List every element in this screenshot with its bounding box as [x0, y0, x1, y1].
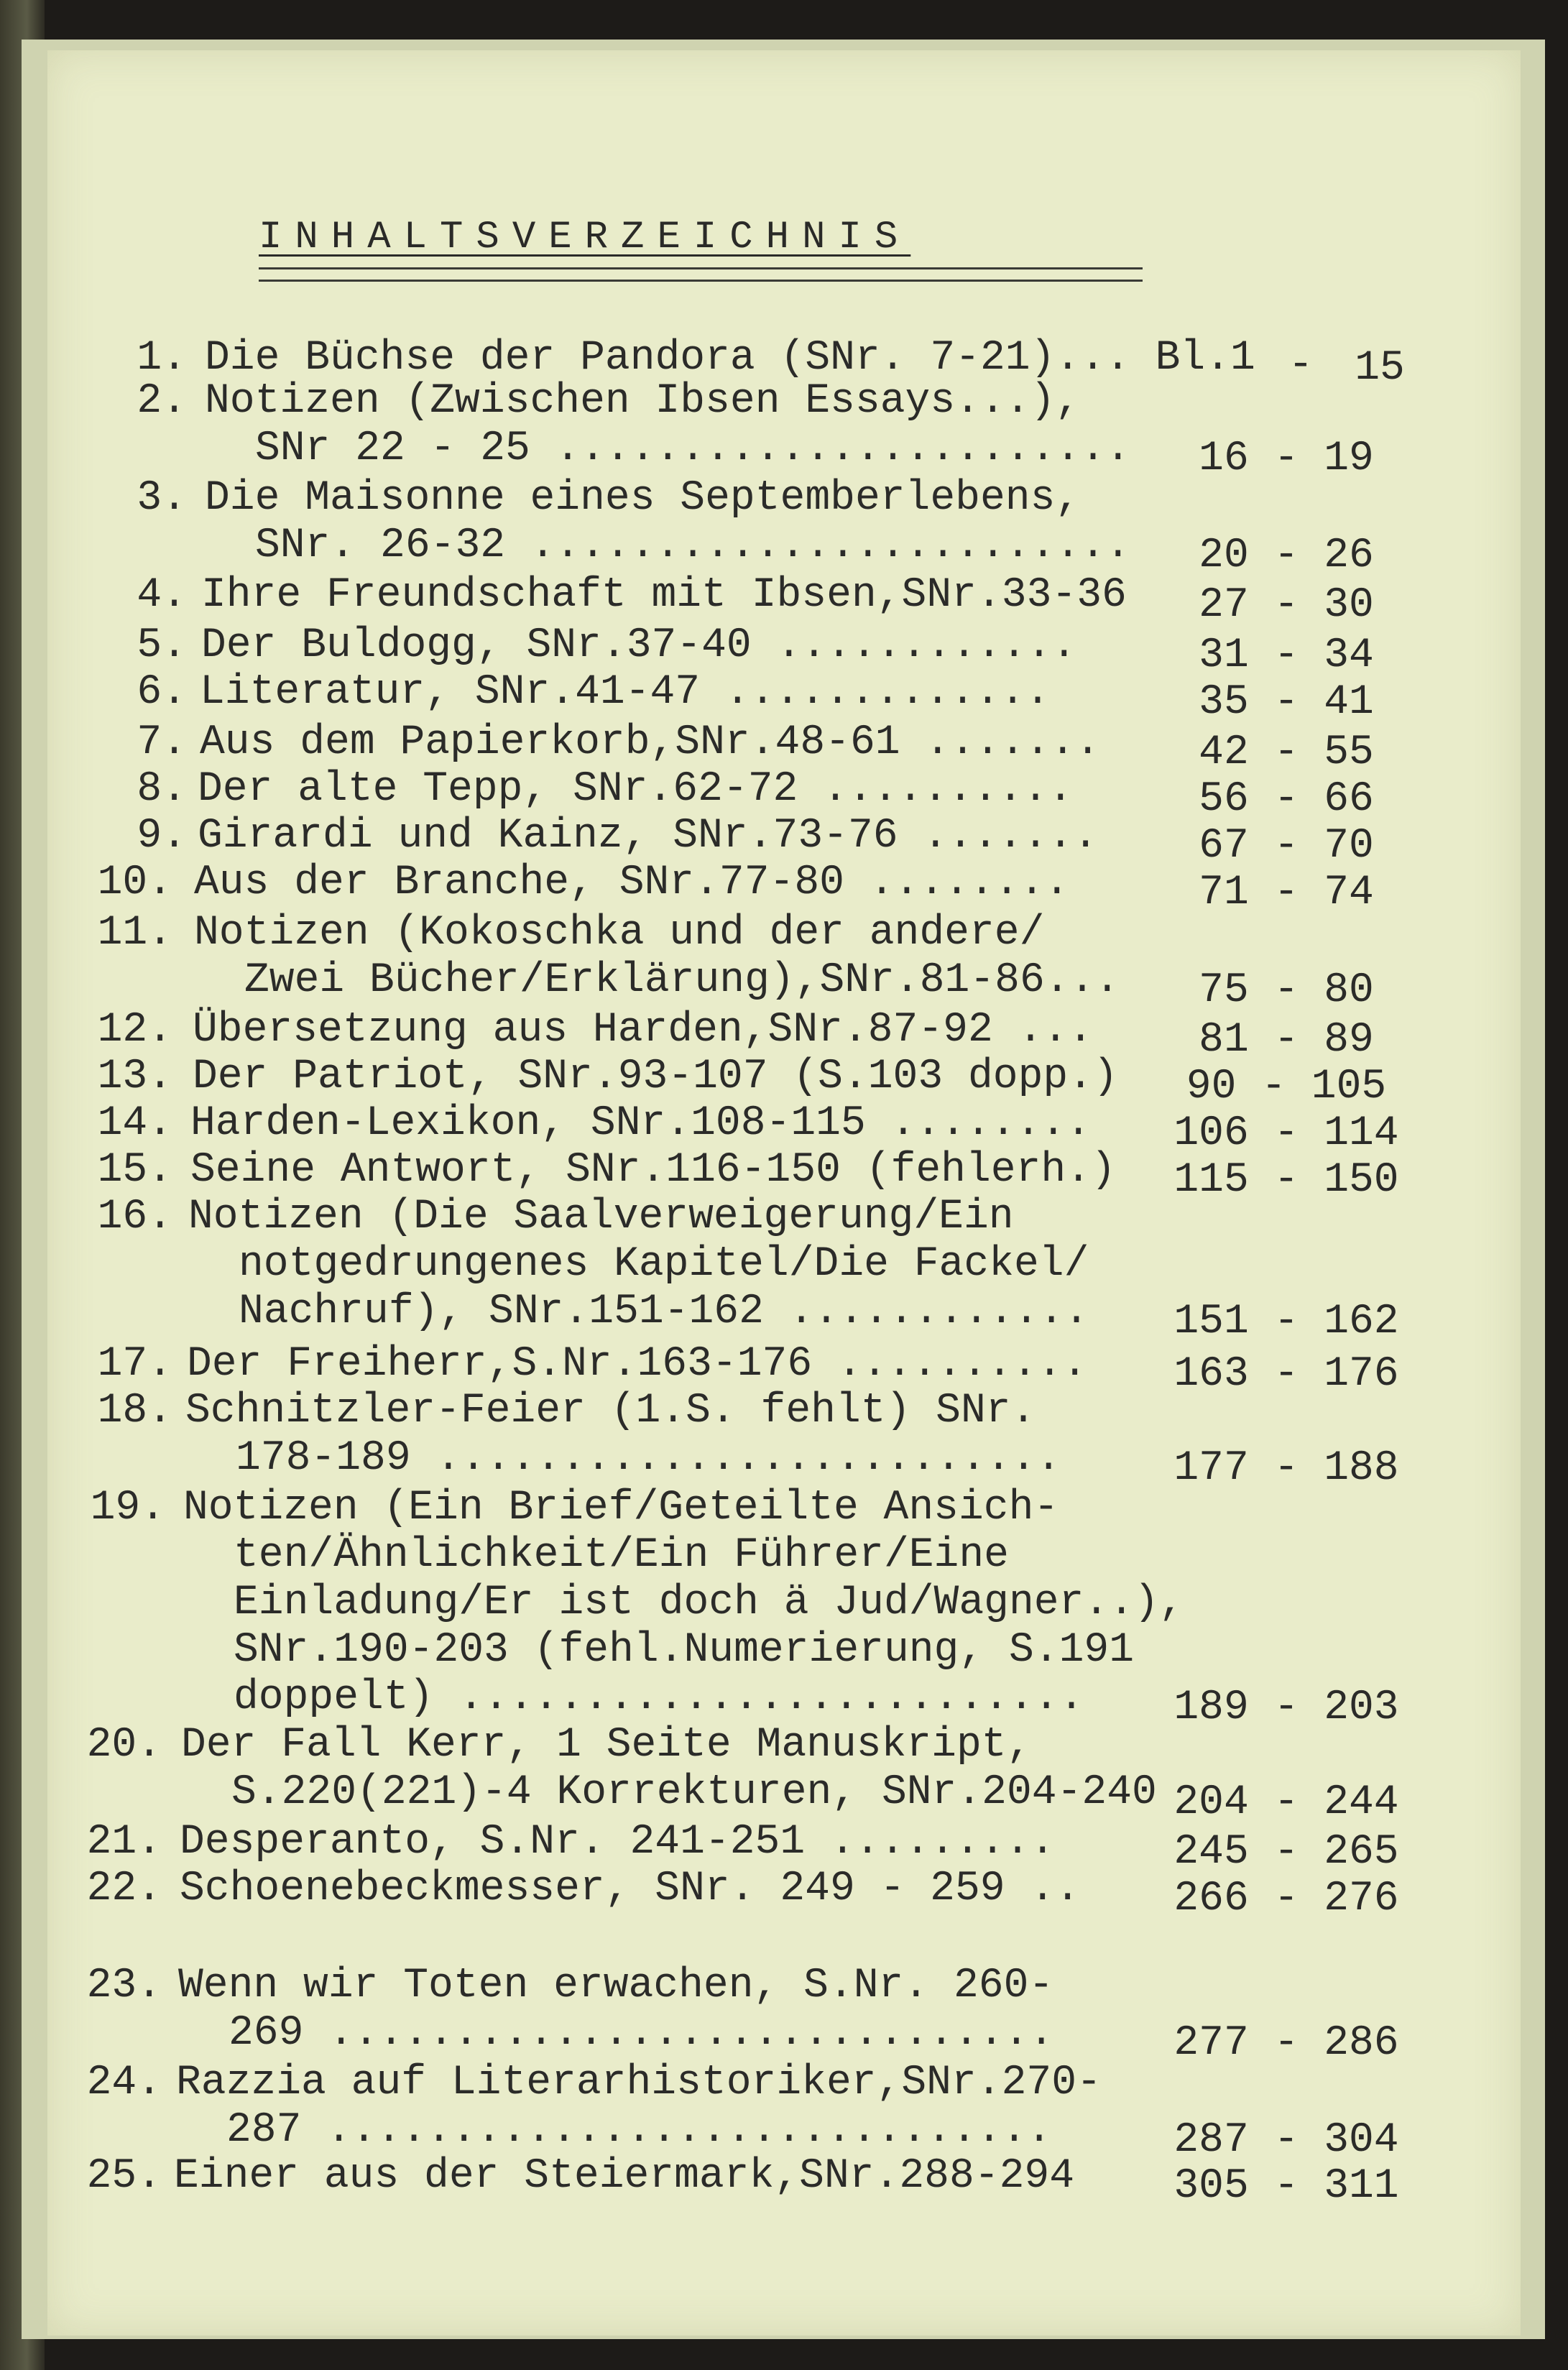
entry-title-continuation: SNr. 26-32 ........................: [255, 522, 1131, 569]
page-range: 16 - 19: [1199, 435, 1374, 482]
entry-number: 4.: [137, 572, 187, 619]
entry-number: 19.: [90, 1485, 165, 1531]
entry-title-continuation: Nachruf), SNr.151-162 ............: [239, 1288, 1089, 1335]
entry-number: 14.: [97, 1100, 172, 1147]
entry-title: Girardi und Kainz, SNr.73-76 .......: [198, 813, 1099, 859]
page-range: 151 - 162: [1173, 1299, 1399, 1345]
entry-title: Harden-Lexikon, SNr.108-115 ........: [190, 1100, 1092, 1147]
entry-number: 25.: [86, 2153, 162, 2200]
entry-title-continuation: notgedrungenes Kapitel/Die Fackel/: [239, 1241, 1089, 1288]
title-double-rule: [259, 267, 1143, 282]
entry-number: 11.: [97, 910, 172, 956]
entry-number: 3.: [137, 475, 187, 522]
entry-title-continuation: 178-189 .........................: [236, 1435, 1061, 1482]
entry-title: Notizen (Ein Brief/Geteilte Ansich-: [183, 1485, 1059, 1531]
page-range-dash: -: [1288, 342, 1314, 389]
entry-title: Seine Antwort, SNr.116-150 (fehlerh.): [190, 1147, 1116, 1194]
entry-number: 10.: [97, 859, 172, 906]
entry-title: Literatur, SNr.41-47 .............: [200, 669, 1051, 716]
page-range: 115 - 150: [1173, 1157, 1399, 1204]
page-range: 42 - 55: [1199, 729, 1374, 776]
entry-number: 21.: [86, 1819, 162, 1866]
page-range: 90 - 105: [1186, 1064, 1387, 1110]
entry-title-continuation: 269 .............................: [229, 2010, 1054, 2057]
page-range: 35 - 41: [1199, 679, 1374, 726]
page-range: 106 - 114: [1173, 1110, 1399, 1157]
page-title: INHALTSVERZEICHNIS: [259, 216, 911, 259]
page-range: 245 - 265: [1173, 1829, 1399, 1876]
entry-number: 23.: [86, 1963, 162, 2009]
entry-number: 22.: [86, 1866, 162, 1912]
entry-title: Der Freiherr,S.Nr.163-176 ..........: [187, 1341, 1088, 1388]
entry-number: 9.: [137, 813, 187, 859]
page-range: 67 - 70: [1199, 823, 1374, 870]
entry-title: Schoenebeckmesser, SNr. 249 - 259 ..: [180, 1866, 1081, 1912]
entry-title: Notizen (Die Saalverweigerung/Ein: [188, 1194, 1014, 1240]
entry-title: Notizen (Kokoschka und der andere/: [194, 910, 1045, 956]
entry-title: Die Büchse der Pandora (SNr. 7-21)... Bl.1: [205, 335, 1255, 382]
entry-title-continuation: Zwei Bücher/Erklärung),SNr.81-86...: [244, 957, 1120, 1004]
entry-title: Der Buldogg, SNr.37-40 ............: [201, 622, 1077, 669]
entry-title: Aus dem Papierkorb,SNr.48-61 .......: [200, 719, 1101, 766]
entry-title: Ihre Freundschaft mit Ibsen,SNr.33-36: [201, 572, 1127, 619]
entry-number: 15.: [97, 1147, 172, 1194]
entry-title: Einer aus der Steiermark,SNr.288-294: [174, 2153, 1075, 2200]
page-range: 204 - 244: [1173, 1779, 1399, 1826]
page-range: 31 - 34: [1199, 632, 1374, 679]
page-range: 287 - 304: [1173, 2117, 1399, 2164]
entry-number: 2.: [137, 378, 187, 425]
entry-title-continuation: Einladung/Er ist doch ä Jud/Wagner..),: [234, 1580, 1184, 1626]
page-range: 27 - 30: [1199, 582, 1374, 629]
entry-title-continuation: SNr.190-203 (fehl.Numerierung, S.191: [234, 1627, 1135, 1674]
page-range: 20 - 26: [1199, 532, 1374, 579]
page-range: 266 - 276: [1173, 1876, 1399, 1922]
entry-number: 5.: [137, 622, 187, 669]
entry-title: Schnitzler-Feier (1.S. fehlt) SNr.: [185, 1388, 1036, 1434]
page-range: 15: [1355, 345, 1405, 392]
page-range: 71 - 74: [1199, 870, 1374, 916]
entry-title-continuation: doppelt) .........................: [234, 1674, 1084, 1721]
entry-number: 20.: [86, 1722, 162, 1769]
entry-number: 7.: [137, 719, 187, 766]
entry-number: 6.: [137, 669, 187, 716]
page-range: 189 - 203: [1173, 1684, 1399, 1731]
entry-title: Der alte Tepp, SNr.62-72 ..........: [198, 766, 1074, 813]
entry-number: 24.: [86, 2060, 162, 2106]
entry-title-continuation: ten/Ähnlichkeit/Ein Führer/Eine: [234, 1532, 1009, 1579]
entry-title: Wenn wir Toten erwachen, S.Nr. 260-: [178, 1963, 1054, 2009]
page-range: 75 - 80: [1199, 967, 1374, 1014]
entry-number: 17.: [97, 1341, 172, 1388]
entry-number: 16.: [97, 1194, 172, 1240]
entry-title: Übersetzung aus Harden,SNr.87-92 ...: [193, 1007, 1094, 1053]
page-range: 277 - 286: [1173, 2020, 1399, 2067]
entry-title: Die Maisonne eines Septemberlebens,: [205, 475, 1081, 522]
entry-title-continuation: 287 .............................: [226, 2107, 1052, 2154]
page-range: 56 - 66: [1199, 776, 1374, 823]
entry-title: Notizen (Zwischen Ibsen Essays...),: [205, 378, 1081, 425]
entry-title: Der Patriot, SNr.93-107 (S.103 dopp.): [193, 1053, 1118, 1100]
entry-number: 8.: [137, 766, 187, 813]
entry-title: Der Fall Kerr, 1 Seite Manuskript,: [181, 1722, 1032, 1769]
entry-number: 13.: [97, 1053, 172, 1100]
entry-number: 1.: [137, 335, 187, 382]
entry-number: 12.: [97, 1007, 172, 1053]
page-range: 177 - 188: [1173, 1445, 1399, 1492]
entry-title: Aus der Branche, SNr.77-80 ........: [194, 859, 1070, 906]
entry-title: Razzia auf Literarhistoriker,SNr.270-: [176, 2060, 1102, 2106]
page-range: 163 - 176: [1173, 1351, 1399, 1398]
entry-number: 18.: [97, 1388, 172, 1434]
page-range: 81 - 89: [1199, 1017, 1374, 1064]
entry-title-continuation: SNr 22 - 25 .......................: [255, 425, 1131, 472]
page-range: 305 - 311: [1173, 2163, 1399, 2210]
entry-title-continuation: S.220(221)-4 Korrekturen, SNr.204-240: [231, 1769, 1157, 1816]
entry-title: Desperanto, S.Nr. 241-251 .........: [180, 1819, 1056, 1866]
